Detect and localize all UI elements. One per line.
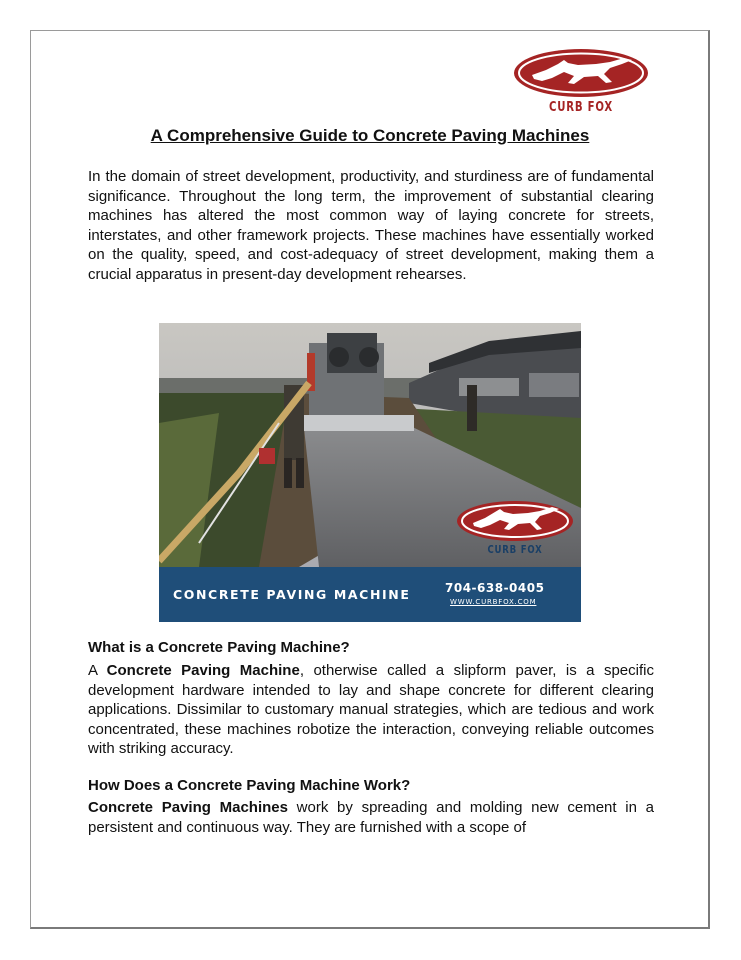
banner-phone: 704-638-0405	[445, 581, 545, 595]
logo-wordmark: CURB FOX	[548, 100, 613, 115]
section-heading-what-is: What is a Concrete Paving Machine?	[88, 639, 350, 656]
section-heading-how-works: How Does a Concrete Paving Machine Work?	[88, 777, 411, 794]
page-title: A Comprehensive Guide to Concrete Paving Machines	[150, 126, 590, 145]
section-paragraph-how-works	[88, 798, 654, 838]
paragraph-body: , otherwise called a slipform paver, is a specific development hardware intended to lay and shape concrete for different clearing applications. Dissimilar to customary manual strategies, which are tedious and work concentrated, these machines robotize the interaction, conveying reliable outcomes with striking accuracy.	[88, 662, 654, 757]
fox-icon	[512, 48, 650, 100]
intro-paragraph: In the domain of street development, productivity, and sturdiness are of fundamental significance. Throughout the long term, the improvement of substantial clearing machines has altered the most common way of laying concrete for streets, interstates, and other framework projects. These machines have essentially worked on the quality, speed, and cost-adequacy of street development, making them a crucial apparatus in present-day development rehearses.	[88, 168, 654, 283]
photo-banner	[159, 567, 581, 622]
banner-url: WWW.CURBFOX.COM	[450, 598, 537, 606]
lead-text: A	[88, 662, 107, 679]
section-paragraph-what-is	[88, 661, 654, 759]
fox-icon	[455, 499, 575, 543]
bold-term: Concrete Paving Machine	[106, 662, 300, 679]
paragraph-body: work by spreading and molding new cement in a persistent and continuous way. They are furnished with a scope of	[88, 799, 654, 836]
photo-logo	[455, 499, 575, 563]
banner-title: CONCRETE PAVING MACHINE	[173, 587, 411, 602]
curb-fox-logo	[512, 48, 650, 122]
photo-logo-wordmark: CURB FOX	[487, 543, 543, 556]
bold-term: Concrete Paving Machines	[88, 799, 288, 816]
paving-machine-photo	[159, 323, 581, 622]
